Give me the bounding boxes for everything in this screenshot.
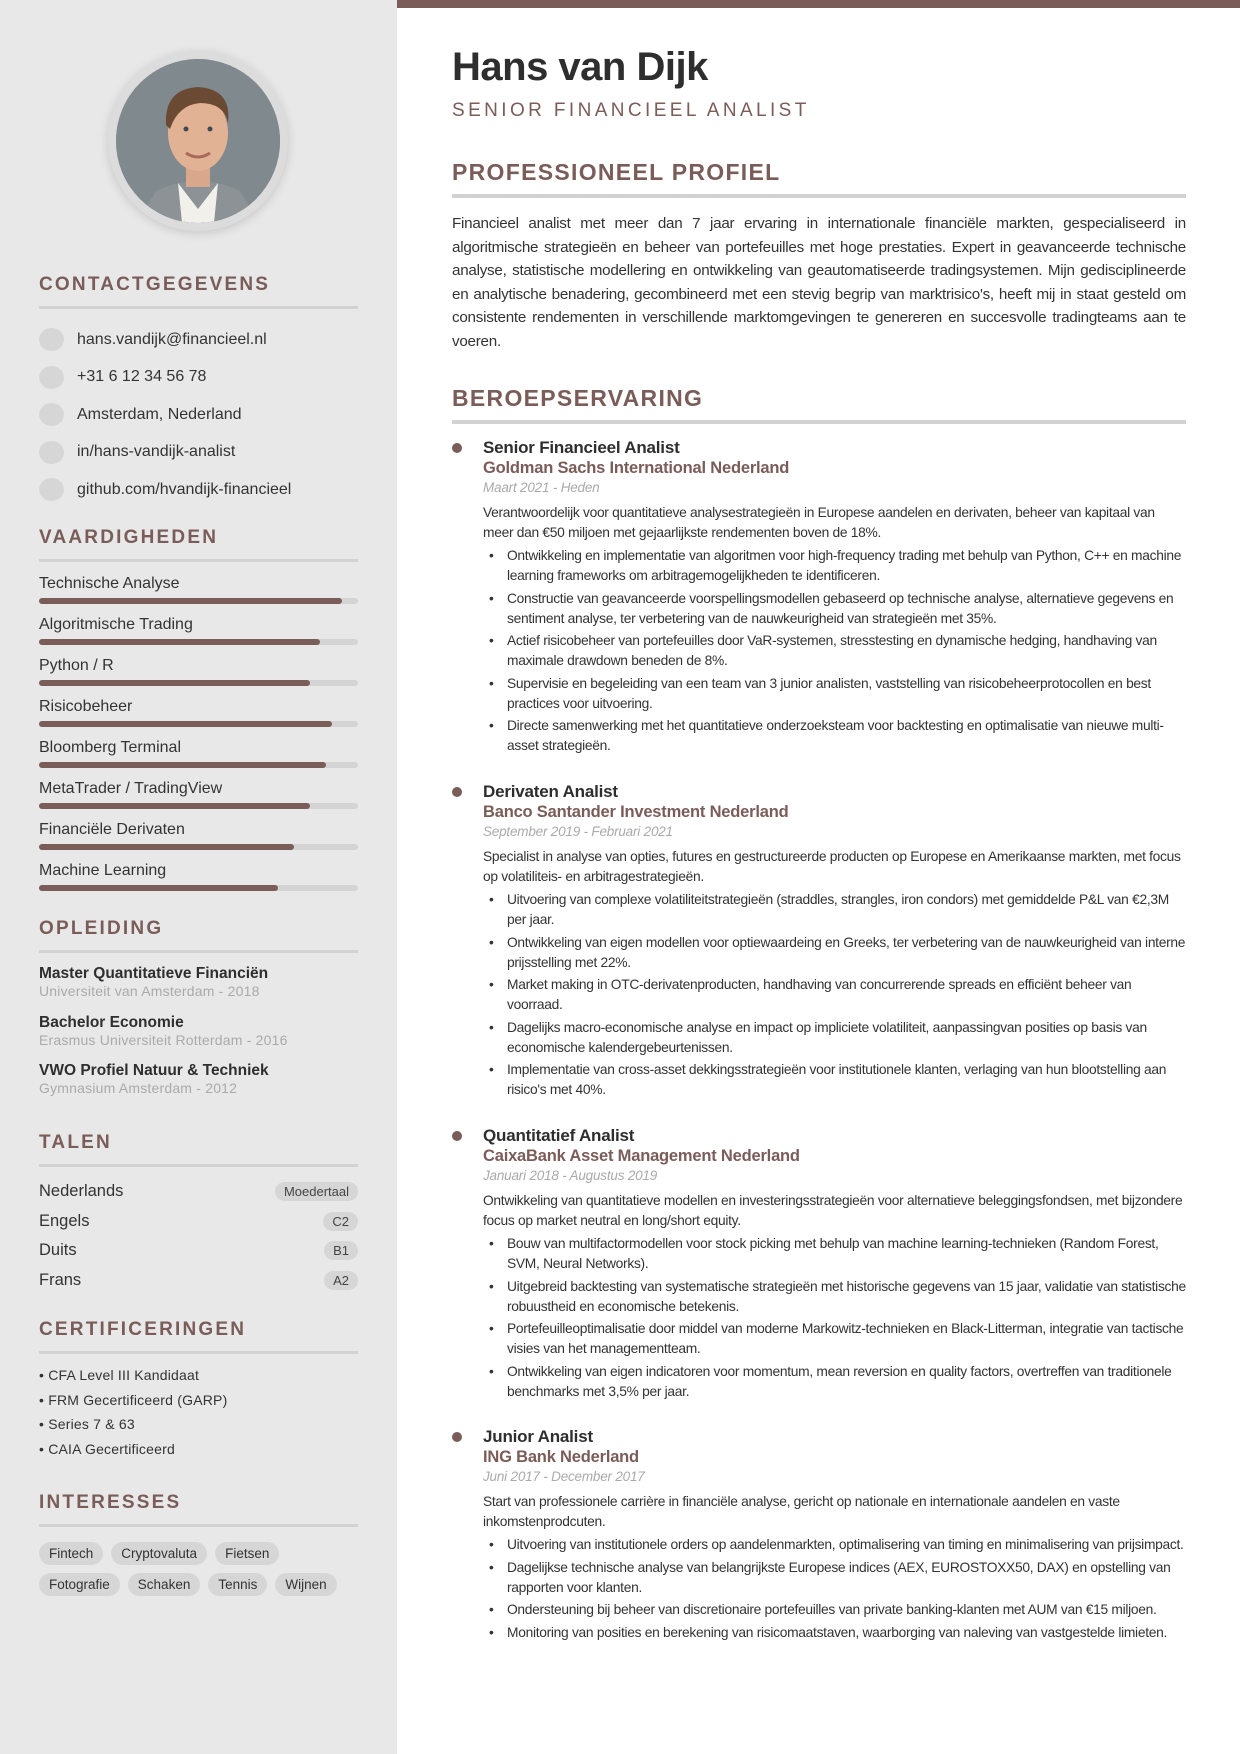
language-level-badge: A2 — [324, 1271, 358, 1290]
divider — [452, 420, 1186, 424]
contact-item — [39, 434, 358, 472]
job-entry — [452, 781, 1186, 1103]
language-item — [39, 1236, 358, 1266]
job-entry — [452, 437, 1186, 759]
timeline-dot-icon — [452, 443, 462, 453]
contact-list — [39, 321, 358, 509]
languages-heading: TALEN — [39, 1132, 112, 1153]
achievement-item: • Dagelijkse technische analyse van belangrijkste Europese indices (AEX, EUROSTOXX50, DAX) en opstelling van rapporten voor klanten. — [483, 1558, 1186, 1598]
institution: Universiteit van Amsterdam - 2018 — [39, 983, 260, 999]
experience-heading: BEROEPSERVARING — [452, 385, 704, 411]
divider — [452, 194, 1186, 198]
achievement-item: • Dagelijks macro-economische analyse en impact op impliciete volatiliteit, aanpassingvan posities op basis van economische kalendergebeurtenissen. — [483, 1018, 1186, 1058]
certifications-list — [39, 1363, 358, 1461]
profile-section — [452, 159, 1186, 353]
job-description: Ontwikkeling van quantitatieve modellen en investeringsstrategieën voor alternatieve beleggingsfondsen, met bijzondere focus op market neutral en long/short equity. — [483, 1193, 1183, 1228]
interests-heading: INTERESSES — [39, 1492, 182, 1513]
profile-heading: PROFESSIONEEL PROFIEL — [452, 159, 781, 185]
achievement-item: • Ontwikkeling van eigen indicatoren voor momentum, mean reversion en quality factors, overtreffen van traditionele benchmarks met 3,5% per jaar. — [483, 1362, 1186, 1402]
skill-bar-fill — [39, 598, 342, 604]
education-section — [39, 918, 358, 1099]
languages-section — [39, 1132, 358, 1295]
candidate-name: Hans van Dijk — [452, 45, 708, 89]
divider — [39, 306, 358, 309]
achievement-item: • Uitgebreid backtesting van systematische strategieën met historische gegevens van 15 jaar, validatie van statistische robuustheid en economische betekenis. — [483, 1277, 1186, 1317]
skill-bar-track — [39, 885, 358, 891]
job-title: Quantitatief Analist — [483, 1126, 635, 1145]
interest-tag: Cryptovaluta — [111, 1542, 207, 1565]
education-item — [39, 1050, 358, 1099]
skill-label: Machine Learning — [39, 862, 167, 879]
interests-section — [39, 1492, 358, 1596]
job-title: Derivaten Analist — [483, 782, 618, 801]
divider — [39, 1164, 358, 1167]
languages-list — [39, 1177, 358, 1295]
github-icon — [39, 478, 64, 501]
language-level-badge: B1 — [324, 1241, 358, 1260]
linkedin-icon — [39, 441, 64, 464]
interest-tag: Schaken — [128, 1573, 201, 1596]
contact-item — [39, 321, 358, 359]
skill-label: Bloomberg Terminal — [39, 739, 181, 756]
certification-item: • Series 7 & 63 — [39, 1416, 135, 1432]
company-name: Goldman Sachs International Nederland — [483, 459, 790, 477]
skill-item — [39, 689, 358, 730]
interests-list — [39, 1542, 358, 1596]
skill-item — [39, 607, 358, 648]
company-name: Banco Santander Investment Nederland — [483, 803, 789, 821]
skill-bar-track — [39, 680, 358, 686]
language-level-badge: Moedertaal — [275, 1182, 358, 1201]
certification-item: • FRM Gecertificeerd (GARP) — [39, 1391, 228, 1408]
language-level-badge: C2 — [323, 1212, 358, 1231]
contact-heading: CONTACTGEGEVENS — [39, 274, 271, 295]
skill-item — [39, 566, 358, 607]
job-dates: Juni 2017 - December 2017 — [483, 1469, 645, 1484]
contact-text[interactable]: hans.vandijk@financieel.nl — [77, 330, 267, 348]
interest-tag: Fintech — [39, 1542, 103, 1565]
institution: Erasmus Universiteit Rotterdam - 2016 — [39, 1031, 288, 1048]
skill-bar-fill — [39, 762, 326, 768]
language-name: Engels — [39, 1211, 90, 1230]
contact-text[interactable]: in/hans-vandijk-analist — [77, 443, 236, 461]
phone-icon — [39, 366, 64, 389]
divider — [39, 1351, 358, 1354]
contact-item — [39, 471, 358, 509]
language-item — [39, 1177, 358, 1207]
job-achievements — [483, 1234, 1186, 1402]
achievement-item: • Ondersteuning bij beheer van discretionaire portefeuilles van private banking-klanten met AUM van €15 miljoen. — [483, 1600, 1186, 1620]
education-list — [39, 953, 358, 1099]
divider — [39, 559, 358, 562]
skill-label: Financiële Derivaten — [39, 821, 185, 838]
achievement-item: • Constructie van geavanceerde voorspellingsmodellen gebaseerd op technische analyse, alternatieve gegevens en sentiment analyse, ter verbetering van de nauwkeurigheid van strategieën met 35%. — [483, 589, 1186, 629]
contact-text[interactable]: github.com/hvandijk-financieel — [77, 480, 292, 498]
skills-list — [39, 566, 358, 894]
interest-tag: Fietsen — [215, 1542, 279, 1565]
achievement-item: • Market making in OTC-derivatenproducten, handhaving van concurrerende spreads en efficiënt beheer van voorraad. — [483, 975, 1186, 1015]
job-dates: Januari 2018 - Augustus 2019 — [483, 1168, 658, 1183]
skills-section — [39, 527, 358, 894]
contact-item — [39, 396, 358, 434]
job-achievements — [483, 546, 1186, 756]
header — [452, 44, 1186, 122]
email-icon — [39, 328, 64, 351]
job-dates: September 2019 - Februari 2021 — [483, 824, 673, 839]
achievement-item: • Uitvoering van institutionele orders op aandelenmarkten, optimalisering van timing en minimalisering van prijsimpact. — [483, 1535, 1186, 1555]
sidebar — [0, 0, 397, 1754]
language-name: Frans — [39, 1270, 82, 1289]
achievement-item: • Monitoring van posities en berekening van risicomaatstaven, waarborging van naleving van vastgestelde limieten. — [483, 1623, 1186, 1643]
interest-tag: Fotografie — [39, 1573, 120, 1596]
skill-label: MetaTrader / TradingView — [39, 780, 223, 797]
job-entry — [452, 1125, 1186, 1404]
achievement-item: • Uitvoering van complexe volatiliteitstrategieën (straddles, strangles, iron condors) met gemiddelde P&L van €2,3M per jaar. — [483, 890, 1186, 930]
achievement-item: • Directe samenwerking met het quantitatieve onderzoeksteam voor backtesting en optimalisatie van nieuwe multi-asset strategieën. — [483, 716, 1186, 756]
divider — [39, 1524, 358, 1527]
degree: VWO Profiel Natuur & Techniek — [39, 1062, 269, 1079]
skill-label: Risicobeheer — [39, 698, 133, 715]
contact-text[interactable]: Amsterdam, Nederland — [77, 405, 242, 423]
experience-section — [452, 385, 1186, 424]
portrait-illustration — [116, 59, 280, 223]
achievement-item: • Bouw van multifactormodellen voor stock picking met behulp van machine learning-technieken (Random Forest, SVM, Neural Networks). — [483, 1234, 1186, 1274]
job-description: Start van professionele carrière in financiële analyse, gericht op nationale en internationale aandelen en vaste inkomstenprodcuten. — [483, 1494, 1120, 1529]
job-title: Junior Analist — [483, 1427, 593, 1446]
location-icon — [39, 403, 64, 426]
job-dates: Maart 2021 - Heden — [483, 480, 600, 495]
interest-tag: Tennis — [208, 1573, 267, 1596]
profile-photo-frame — [108, 51, 288, 231]
skill-bar-fill — [39, 803, 310, 809]
certification-item: • CAIA Gecertificeerd — [39, 1440, 175, 1457]
contact-section — [39, 274, 358, 509]
skill-label: Python / R — [39, 657, 114, 674]
certification-item: • CFA Level III Kandidaat — [39, 1367, 200, 1383]
achievement-item: • Actief risicobeheer van portefeuilles door VaR-systemen, stresstesting en dynamische hedging, handhaving van maximale drawdown beneden de 8%. — [483, 631, 1186, 671]
skill-bar-fill — [39, 844, 294, 850]
language-item — [39, 1207, 358, 1237]
skill-bar-fill — [39, 680, 310, 686]
timeline-dot-icon — [452, 1131, 462, 1141]
profile-photo — [116, 59, 280, 223]
skill-label: Algoritmische Trading — [39, 616, 193, 633]
achievement-item: • Ontwikkeling en implementatie van algoritmen voor high-frequency trading met behulp van Python, C++ en machine learning frameworks om arbitragemogelijkheden te identificeren. — [483, 546, 1186, 586]
job-description: Verantwoordelijk voor quantitatieve analysestrategieën in Europese aandelen en derivaten, beheer van kapitaal van meer dan €50 miljoen met gejaarlijkste rendementen boven de 18%. — [483, 505, 1155, 540]
education-item — [39, 953, 358, 1002]
certifications-section — [39, 1319, 358, 1461]
candidate-title: SENIOR FINANCIEEL ANALIST — [452, 100, 810, 121]
language-item — [39, 1266, 358, 1296]
job-entry — [452, 1426, 1186, 1645]
company-name: CaixaBank Asset Management Nederland — [483, 1147, 800, 1165]
skills-heading: VAARDIGHEDEN — [39, 527, 219, 548]
skill-bar-fill — [39, 721, 332, 727]
job-title: Senior Financieel Analist — [483, 438, 680, 457]
timeline-dot-icon — [452, 787, 462, 797]
job-achievements — [483, 1535, 1186, 1643]
achievement-item: • Implementatie van cross-asset dekkingsstrategieën voor institutionele klanten, verlaging van hun blootstelling aan risico's met 40%. — [483, 1060, 1186, 1100]
skill-bar-track — [39, 762, 358, 768]
skill-bar-track — [39, 639, 358, 645]
education-item — [39, 1002, 358, 1051]
job-description: Specialist in analyse van opties, futures en gestructureerde producten op Europese en Amerikaanse markten, met focus op volatiliteis- en arbitragestrategieën. — [483, 849, 1181, 884]
top-accent-bar — [397, 0, 1240, 8]
company-name: ING Bank Nederland — [483, 1448, 639, 1466]
contact-item — [39, 359, 358, 397]
skill-bar-track — [39, 844, 358, 850]
contact-text[interactable]: +31 6 12 34 56 78 — [77, 368, 207, 386]
skill-bar-track — [39, 803, 358, 809]
education-heading: OPLEIDING — [39, 918, 164, 939]
skill-bar-fill — [39, 639, 320, 645]
profile-text: Financieel analist met meer dan 7 jaar ervaring in internationale financiële markten, gespecialiseerd in algoritmische strategieën en beheer van portefeuilles met hoge prestaties. Expert in geavanceerde technische analyse, statistische modellering en ontwikkeling van geautomatiseerde tradingsystemen. Mijn gedisciplineerde en analytische benadering, gecombineerd met een stevig begrip van marktrisico's, heeft mij in staat gesteld om consistente rendementen in verschillende marktomgevingen te genereren en succesvolle tradingteams aan te voeren. — [452, 215, 1186, 350]
skill-bar-track — [39, 721, 358, 727]
skill-label: Technische Analyse — [39, 575, 180, 592]
skill-item — [39, 648, 358, 689]
job-achievements — [483, 890, 1186, 1100]
institution: Gymnasium Amsterdam - 2012 — [39, 1080, 238, 1096]
interest-tag: Wijnen — [275, 1573, 336, 1596]
language-name: Nederlands — [39, 1182, 124, 1201]
skill-bar-track — [39, 598, 358, 604]
degree: Bachelor Economie — [39, 1013, 184, 1031]
skill-item — [39, 812, 358, 853]
language-name: Duits — [39, 1241, 77, 1260]
certifications-heading: CERTIFICERINGEN — [39, 1319, 247, 1340]
degree: Master Quantitatieve Financiën — [39, 965, 269, 982]
achievement-item: • Portefeuilleoptimalisatie door middel van moderne Markowitz-technieken en Black-Litterman, integratie van tactische visies van het managementteam. — [483, 1319, 1186, 1359]
skill-item — [39, 771, 358, 812]
skill-item — [39, 730, 358, 771]
achievement-item: • Ontwikkeling van eigen modellen voor optiewaardeing en Greeks, ter verbetering van de nauwkeurigheid van interne prijsstelling met 22%. — [483, 933, 1186, 973]
timeline-dot-icon — [452, 1432, 462, 1442]
skill-item — [39, 853, 358, 894]
skill-bar-fill — [39, 885, 278, 891]
achievement-item: • Supervisie en begeleiding van een team van 3 junior analisten, vaststelling van risicobeheerprotocollen en best practices voor uitvoering. — [483, 674, 1186, 714]
